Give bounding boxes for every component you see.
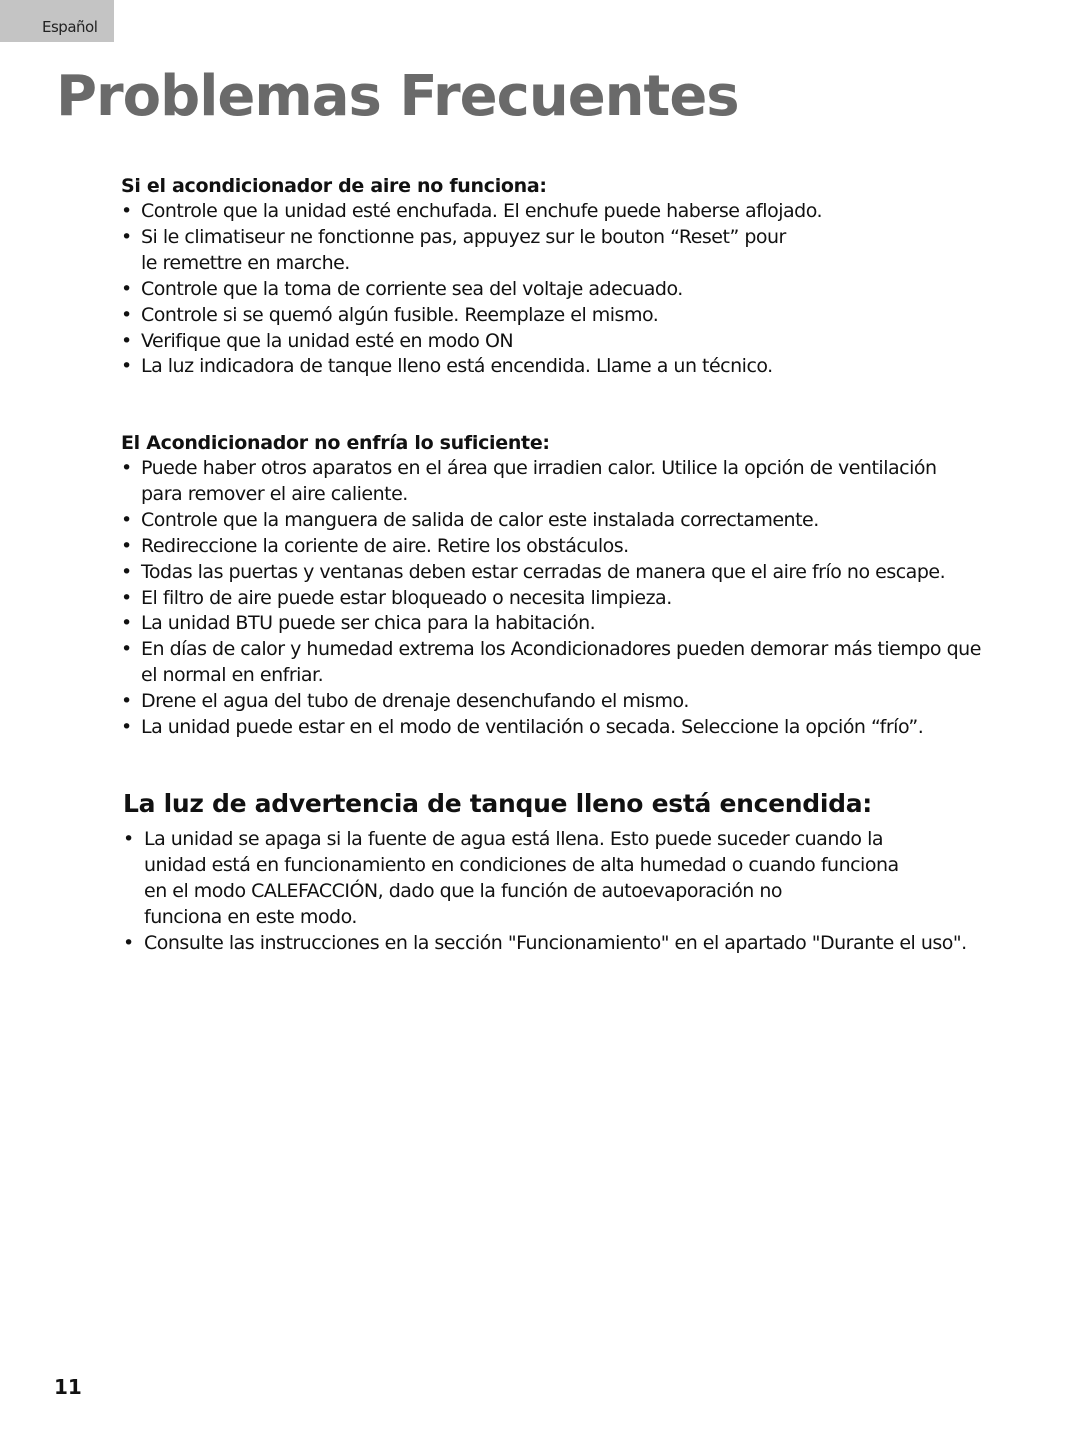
bullet-icon: • bbox=[123, 828, 134, 850]
page-title: Problemas Frecuentes bbox=[56, 64, 739, 129]
bullet-icon: • bbox=[121, 329, 132, 352]
list-item-line: Drene el agua del tubo de drenaje desenchufando el mismo. bbox=[141, 690, 689, 713]
bullet-icon: • bbox=[121, 716, 132, 739]
list-item-line: Controle que la toma de corriente sea del voltaje adecuado. bbox=[141, 277, 683, 300]
list-item bbox=[121, 303, 822, 329]
bullet-icon: • bbox=[121, 508, 132, 531]
section-heading: La luz de advertencia de tanque lleno está encendida: bbox=[123, 789, 873, 818]
bullet-icon: • bbox=[121, 586, 132, 609]
list-item-line: La unidad se apaga si la fuente de agua está llena. Esto puede suceder cuando la bbox=[144, 828, 884, 850]
language-label: Español bbox=[42, 18, 98, 36]
list-item bbox=[121, 199, 822, 225]
list-item bbox=[121, 534, 981, 560]
list-item-line: La unidad BTU puede ser chica para la habitación. bbox=[141, 612, 596, 635]
section-not-working bbox=[121, 173, 822, 380]
list-item-line: Controle si se quemó algún fusible. Reemplaze el mismo. bbox=[141, 303, 659, 326]
list-item-line: el normal en enfriar. bbox=[141, 664, 324, 687]
list-item-line: para remover el aire caliente. bbox=[141, 482, 408, 505]
list-item-line: Si le climatiseur ne fonctionne pas, appuyez sur le bouton “Reset” pour bbox=[141, 225, 786, 248]
list-item-line: Verifique que la unidad esté en modo ON bbox=[141, 329, 514, 352]
list-item bbox=[121, 689, 981, 715]
list-item-line: Puede haber otros aparatos en el área que irradien calor. Utilice la opción de ventilación bbox=[141, 457, 937, 479]
section-not-cooling bbox=[121, 430, 981, 741]
list-item-line: El filtro de aire puede estar bloqueado o necesita limpieza. bbox=[141, 586, 672, 609]
list-item bbox=[121, 637, 981, 689]
bullet-icon: • bbox=[121, 690, 132, 713]
list-item-line: Consulte las instrucciones en la sección "Funcionamiento" en el apartado "Durante el uso". bbox=[144, 931, 967, 954]
list-item bbox=[123, 827, 967, 931]
list-item bbox=[121, 354, 822, 380]
bullet-icon: • bbox=[121, 534, 132, 557]
list-item-line: La unidad puede estar en el modo de ventilación o secada. Seleccione la opción “frío”. bbox=[141, 716, 924, 739]
bullet-icon: • bbox=[121, 303, 132, 326]
list-item-line: Controle que la manguera de salida de calor este instalada correctamente. bbox=[141, 508, 819, 531]
list-item-line: unidad está en funcionamiento en condiciones de alta humedad o cuando funciona bbox=[144, 853, 899, 876]
list-item-line: Controle que la unidad esté enchufada. El enchufe puede haberse aflojado. bbox=[141, 200, 823, 222]
bullet-icon: • bbox=[121, 457, 132, 479]
bullet-icon: • bbox=[123, 931, 134, 954]
bullet-icon: • bbox=[121, 225, 132, 248]
list-item-line: La luz indicadora de tanque lleno está encendida. Llame a un técnico. bbox=[141, 355, 773, 378]
bullet-icon: • bbox=[121, 638, 132, 661]
section-full-tank-light bbox=[123, 787, 967, 957]
bullet-list bbox=[121, 199, 822, 380]
list-item bbox=[121, 508, 981, 534]
page-number: 11 bbox=[54, 1375, 82, 1399]
list-item bbox=[121, 329, 822, 355]
list-item bbox=[121, 456, 981, 508]
list-item-line: le remettre en marche. bbox=[141, 251, 350, 274]
bullet-icon: • bbox=[121, 560, 132, 583]
bullet-list bbox=[121, 456, 981, 741]
list-item bbox=[123, 931, 967, 957]
list-item bbox=[121, 586, 981, 612]
section-heading: El Acondicionador no enfría lo suficiente: bbox=[121, 432, 550, 454]
list-item bbox=[121, 277, 822, 303]
list-item bbox=[121, 560, 981, 586]
list-item bbox=[121, 225, 822, 277]
section-heading: Si el acondicionador de aire no funciona: bbox=[121, 175, 547, 197]
list-item bbox=[121, 611, 981, 637]
bullet-icon: • bbox=[121, 200, 132, 222]
list-item-line: en el modo CALEFACCIÓN, dado que la función de autoevaporación no bbox=[144, 879, 783, 902]
list-item-line: Todas las puertas y ventanas deben estar cerradas de manera que el aire frío no escape. bbox=[141, 560, 946, 583]
bullet-list bbox=[123, 827, 967, 957]
bullet-icon: • bbox=[121, 355, 132, 378]
bullet-icon: • bbox=[121, 277, 132, 300]
list-item-line: funciona en este modo. bbox=[144, 905, 357, 928]
list-item bbox=[121, 715, 981, 741]
bullet-icon: • bbox=[121, 612, 132, 635]
list-item-line: Redireccione la coriente de aire. Retire los obstáculos. bbox=[141, 534, 629, 557]
language-tab bbox=[0, 0, 114, 42]
list-item-line: En días de calor y humedad extrema los Acondicionadores pueden demorar más tiempo que bbox=[141, 638, 981, 661]
